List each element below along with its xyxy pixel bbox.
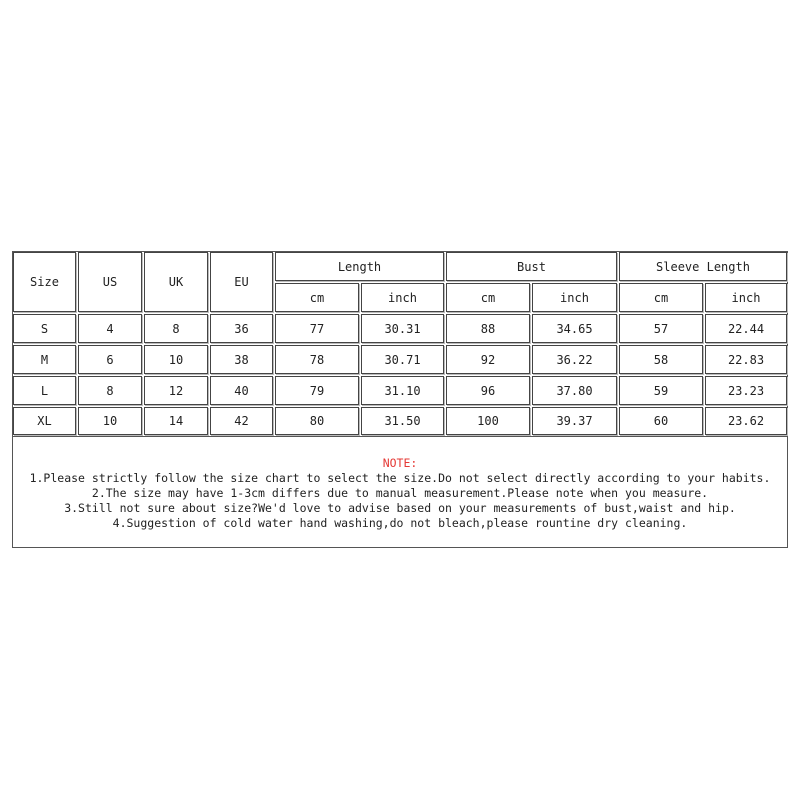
- row-s-size: S: [13, 314, 76, 343]
- notes-section: [13, 436, 787, 547]
- row-xl-size: XL: [13, 407, 76, 435]
- unit-bust-cm: cm: [446, 283, 530, 312]
- row-m-us: 6: [78, 345, 142, 374]
- row-s-uk: 8: [144, 314, 208, 343]
- row-m-size: M: [13, 345, 76, 374]
- row-l-length-cm: 79: [275, 376, 359, 405]
- header-eu: EU: [210, 252, 273, 312]
- row-xl-uk: 14: [144, 407, 208, 435]
- row-s-bust-inch: 34.65: [532, 314, 617, 343]
- unit-sleeve-inch: inch: [705, 283, 787, 312]
- row-xl-sleeve-inch: 23.62: [705, 407, 787, 435]
- row-s-bust-cm: 88: [446, 314, 530, 343]
- row-l-uk: 12: [144, 376, 208, 405]
- row-l-sleeve-cm: 59: [619, 376, 703, 405]
- row-m-sleeve-cm: 58: [619, 345, 703, 374]
- unit-bust-inch: inch: [532, 283, 617, 312]
- header-length: Length: [275, 252, 444, 281]
- header-us: US: [78, 252, 142, 312]
- note-line-2: 2.The size may have 1-3cm differs due to manual measurement.Please note when you measure.: [91, 486, 709, 500]
- row-m-uk: 10: [144, 345, 208, 374]
- row-s-sleeve-cm: 57: [619, 314, 703, 343]
- row-s-length-inch: 30.31: [361, 314, 444, 343]
- unit-length-cm: cm: [275, 283, 359, 312]
- row-l-length-inch: 31.10: [361, 376, 444, 405]
- row-l-us: 8: [78, 376, 142, 405]
- row-m-sleeve-inch: 22.83: [705, 345, 787, 374]
- row-s-sleeve-inch: 22.44: [705, 314, 787, 343]
- header-size: Size: [13, 252, 76, 312]
- row-s-us: 4: [78, 314, 142, 343]
- header-uk: UK: [144, 252, 208, 312]
- row-s-length-cm: 77: [275, 314, 359, 343]
- row-xl-bust-inch: 39.37: [532, 407, 617, 435]
- row-l-size: L: [13, 376, 76, 405]
- row-m-bust-cm: 92: [446, 345, 530, 374]
- row-l-bust-cm: 96: [446, 376, 530, 405]
- row-xl-sleeve-cm: 60: [619, 407, 703, 435]
- row-m-bust-inch: 36.22: [532, 345, 617, 374]
- row-xl-length-cm: 80: [275, 407, 359, 435]
- row-s-eu: 36: [210, 314, 273, 343]
- row-l-sleeve-inch: 23.23: [705, 376, 787, 405]
- note-line-4: 4.Suggestion of cold water hand washing,do not bleach,please rountine dry cleaning.: [112, 516, 688, 530]
- unit-sleeve-cm: cm: [619, 283, 703, 312]
- header-bust: Bust: [446, 252, 617, 281]
- note-line-1: 1.Please strictly follow the size chart to select the size.Do not select directly according to your habits.: [29, 471, 771, 485]
- header-sleeve-length: Sleeve Length: [619, 252, 787, 281]
- row-xl-bust-cm: 100: [446, 407, 530, 435]
- note-line-3: 3.Still not sure about size?We'd love to advise based on your measurements of bust,waist and hip.: [64, 501, 736, 515]
- row-xl-us: 10: [78, 407, 142, 435]
- row-m-length-cm: 78: [275, 345, 359, 374]
- row-xl-length-inch: 31.50: [361, 407, 444, 435]
- unit-length-inch: inch: [361, 283, 444, 312]
- note-title: NOTE:: [382, 456, 418, 470]
- row-l-bust-inch: 37.80: [532, 376, 617, 405]
- row-l-eu: 40: [210, 376, 273, 405]
- row-m-length-inch: 30.71: [361, 345, 444, 374]
- size-chart: [12, 251, 788, 548]
- row-m-eu: 38: [210, 345, 273, 374]
- row-xl-eu: 42: [210, 407, 273, 435]
